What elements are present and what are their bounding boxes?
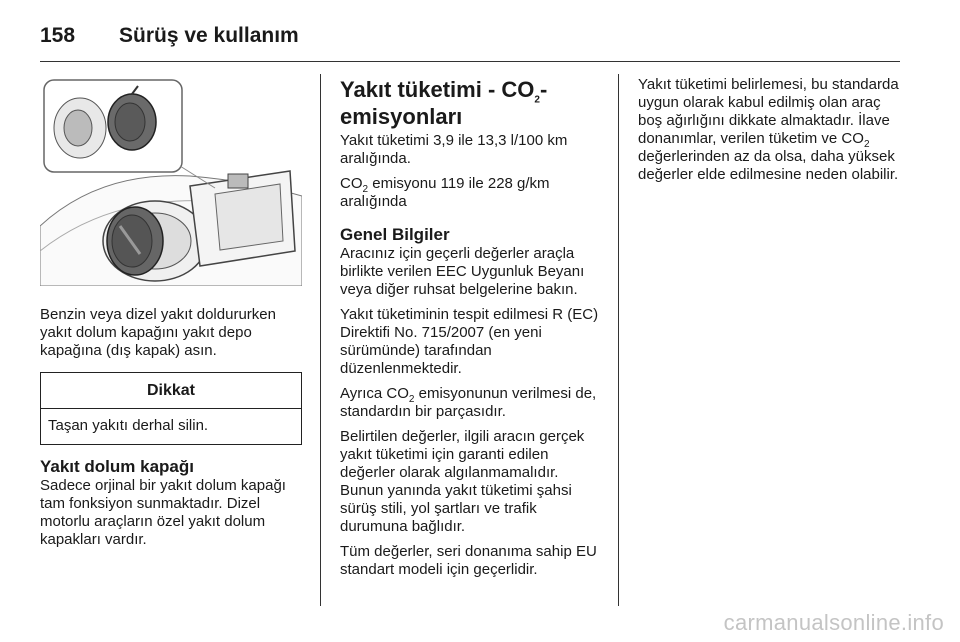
weight-note-subscript: 2 [863,139,870,150]
general-text: Aracınız için geçerli değerler araçla birlikte verilen EEC Uygunluk Beyanı veya diğer ruhsat belgelerine bakın. [340,245,585,298]
intro-text: Benzin veya dizel yakıt doldururken yakıt dolum kapağını yakıt depo kapağına (dış kapak) asın. [40,306,276,359]
column-2 [340,76,604,586]
fuel-cap-drawing-icon [40,76,302,286]
weight-note-post: değerlerinden az da olsa, daha yüksek değerler elde edilmesine neden olabilir. [638,148,899,183]
caution-text: Taşan yakıtı derhal silin. [48,417,209,434]
section-heading [340,76,604,106]
all-values-text: Tüm değerler, seri donanıma sahip EU standart modeli için geçerlidir. [340,543,597,578]
page-header [40,18,900,60]
caution-box [40,372,302,445]
also-text-pre: Ayrıca CO [340,385,409,402]
fuel-cap-heading: Yakıt dolum kapağı [40,457,194,476]
page-title: Sürüş ve kullanım [119,24,299,47]
co2-text-post: emisyonu 119 ile 228 g/km aralığında [340,175,550,210]
co2-subscript: 2 [362,184,369,195]
co2-text [340,175,604,211]
weight-note-pre: Yakıt tüketimi belirlemesi, bu standarda uygun olarak kabul edilmiş olan araç boş ağırlığını dikkate almaktadır. İlave donanımlar, verilen tüketim ve CO [638,76,899,147]
also-text [340,385,604,421]
weight-note-text [638,76,904,184]
watermark: carmanualsonline.info [723,610,944,635]
general-heading: Genel Bilgiler [340,225,450,244]
section-heading-line2: emisyonları [340,104,463,129]
column-3 [638,76,904,191]
fuel-cap-text: Sadece orjinal bir yakıt dolum kapağı tam fonksiyon sunmaktadır. Dizel motorlu araçların özel yakıt dolum kapakları vardır. [40,477,286,548]
header-divider [40,61,900,62]
also-subscript: 2 [408,394,415,405]
consumption-text: Yakıt tüketimi 3,9 ile 13,3 l/100 km aralığında. [340,132,568,167]
fuel-cap-illustration [40,76,302,286]
heading-suffix: - [539,77,548,102]
column-divider-1 [320,74,321,606]
values-note-text: Belirtilen değerler, ilgili aracın gerçek yakıt tüketimi için garanti edilen değerler olarak algılanmamalıdır. Bunun yanında yakıt tüketimi şahsi sürüş stili, yol şartları ve trafik durumuna bağlıdır. [340,428,585,535]
column-divider-2 [618,74,619,606]
heading-text: Yakıt tüketimi - CO [340,77,535,102]
determination-text: Yakıt tüketiminin tespit edilmesi R (EC) Direktifi No. 715/2007 (en yeni sürümünde) tarafından düzenlenmektedir. [340,306,599,377]
page-number: 158 [40,24,76,47]
also-text-post: emisyonunun verilmesi de, standardın bir parçasıdır. [340,385,597,420]
caution-title: Dikkat [41,373,301,409]
column-1 [40,76,302,556]
heading-subscript: 2 [534,94,540,106]
co2-text-pre: CO [340,175,363,192]
